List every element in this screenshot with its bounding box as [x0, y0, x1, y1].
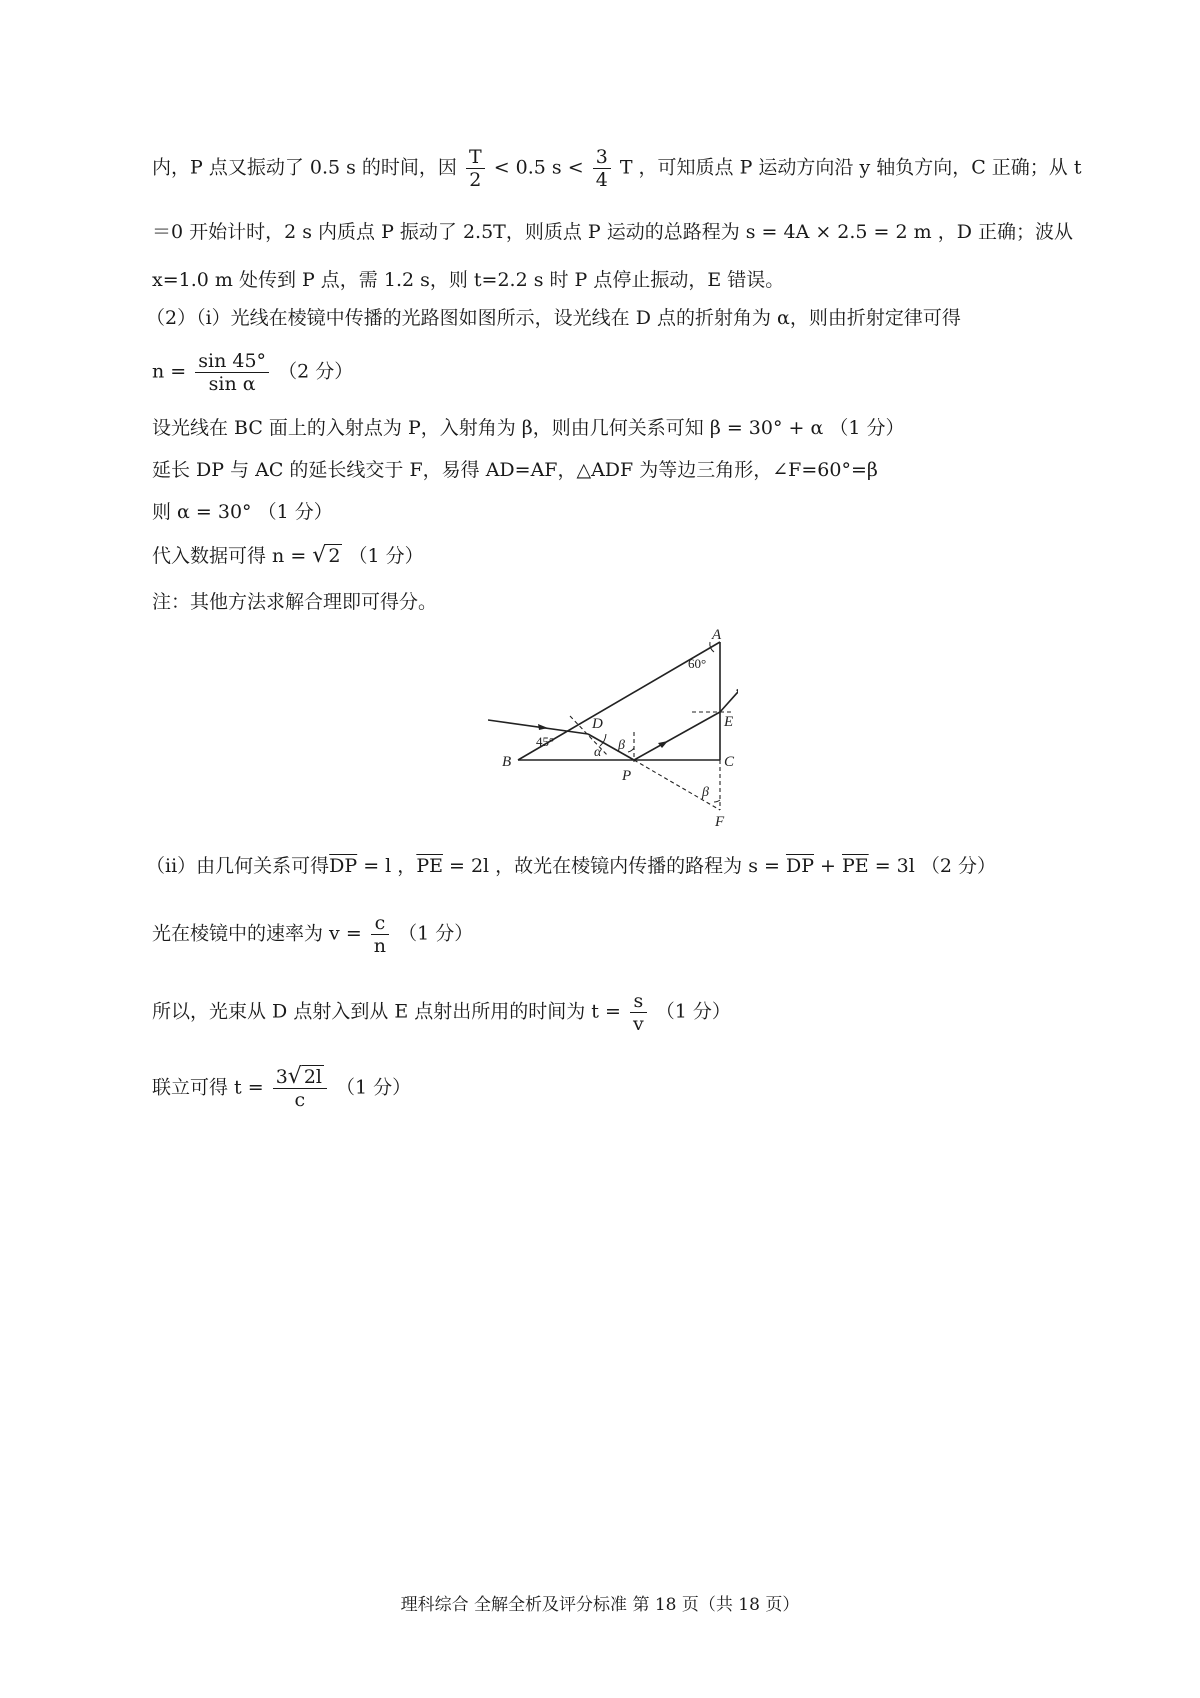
- fraction-sin45-over-sinalpha: $\frac{\sin 45^\circ}{\text{sin α}}$: [195, 350, 269, 395]
- prism-light-path-diagram: [488, 628, 738, 828]
- text-line-7: 延长 DP 与 AC 的延长线交于 F，易得 AD=AF，△ADF 为等边三角形，∠F=60°=β: [152, 459, 878, 481]
- text-line-13: 所以，光束从 D 点射入到从 E 点射出所用的时间为 t = $\frac{s}{v}$ （1 分）: [152, 990, 731, 1035]
- text-line-12: 光在棱镜中的速率为 v = $\frac{c}{n}$ （1 分）: [152, 912, 474, 957]
- fraction-c-over-n: $\frac{c}{n}$: [371, 912, 389, 957]
- segment-dp: $\overline{DP}$: [785, 855, 814, 877]
- label-p: P: [622, 768, 632, 784]
- label-angle-d: 45°: [536, 734, 555, 749]
- sqrt-2: √ 2: [312, 543, 341, 568]
- ray-pe: [634, 712, 720, 760]
- fraction-s-over-v: $\frac{s}{v}$: [630, 990, 647, 1035]
- text-line-9: 代入数据可得 n = √ 2 （1 分）: [152, 543, 424, 568]
- text-line-6: 设光线在 BC 面上的入射点为 P，入射角为 β，则由几何关系可知 β = 30° + α （1 分）: [152, 417, 905, 439]
- label-beta-f: β: [702, 785, 709, 800]
- label-b: B: [502, 754, 512, 770]
- label-a: A: [712, 628, 722, 643]
- label-c: C: [724, 754, 735, 770]
- text-line-14: 联立可得 t = $\frac{3√ 2l}{c}$ （1 分）: [152, 1064, 412, 1111]
- label-f: F: [715, 814, 725, 828]
- segment-dp: $\overline{DP}$: [329, 855, 358, 877]
- text-line-3: x=1.0 m 处传到 P 点，需 1.2 s，则 t=2.2 s 时 P 点停止振动，E 错误。: [152, 269, 785, 291]
- text-line-4: （2）（i）光线在棱镜中传播的光路图如图所示，设光线在 D 点的折射角为 α，则由折射定律可得: [146, 307, 961, 329]
- text-span: < 0.5 s <: [493, 156, 584, 179]
- label-beta-p: β: [618, 738, 625, 753]
- arrowheads: [538, 686, 738, 748]
- page-footer: 理科综合 全解全析及评分标准 第 18 页（共 18 页）: [400, 1595, 800, 1615]
- text-line-2: ＝0 开始计时，2 s 内质点 P 振动了 2.5T，则质点 P 运动的总路程为 s = 4A × 2.5 = 2 m ，D 正确；波从: [152, 221, 1073, 243]
- text-span: 内，P 点又振动了 0.5 s 的时间，因: [152, 156, 457, 179]
- arc-beta-f: [714, 800, 720, 802]
- segment-pe: $\overline{PE}$: [842, 855, 869, 877]
- text-line-10: 注：其他方法求解合理即可得分。: [152, 591, 438, 613]
- label-angle-a: 60°: [688, 656, 707, 671]
- text-line-8: 则 α = 30° （1 分）: [152, 501, 333, 523]
- label-e: E: [724, 714, 734, 730]
- fraction-t-over-2: $\frac{T}{2}$: [466, 146, 485, 191]
- label-d: D: [592, 716, 603, 732]
- label-alpha: α: [594, 745, 602, 760]
- text-line-11: （ii）由几何关系可得$\overline{DP} = l$ ，$\overline{PE} = 2l$ ，故光在棱镜内传播的路程为 $s = \overline{DP} + \overline{PE} = 3l$ （2 分）: [146, 855, 996, 877]
- text-line-5: n = $\frac{\sin 45^\circ}{\text{sin α}}$ （2 分）: [152, 350, 354, 395]
- text-span: T ，可知质点 P 运动方向沿 y 轴负方向，C 正确；从 t: [619, 156, 1082, 179]
- arc-beta-p: [628, 748, 634, 752]
- exit-ray: [720, 674, 738, 712]
- segment-pe: $\overline{PE}$: [416, 855, 443, 877]
- fraction-3-over-4: $\frac{3}{4}$: [593, 146, 611, 191]
- text-line-1: [152, 146, 1081, 191]
- fraction-result: $\frac{3√ 2l}{c}$: [273, 1066, 327, 1111]
